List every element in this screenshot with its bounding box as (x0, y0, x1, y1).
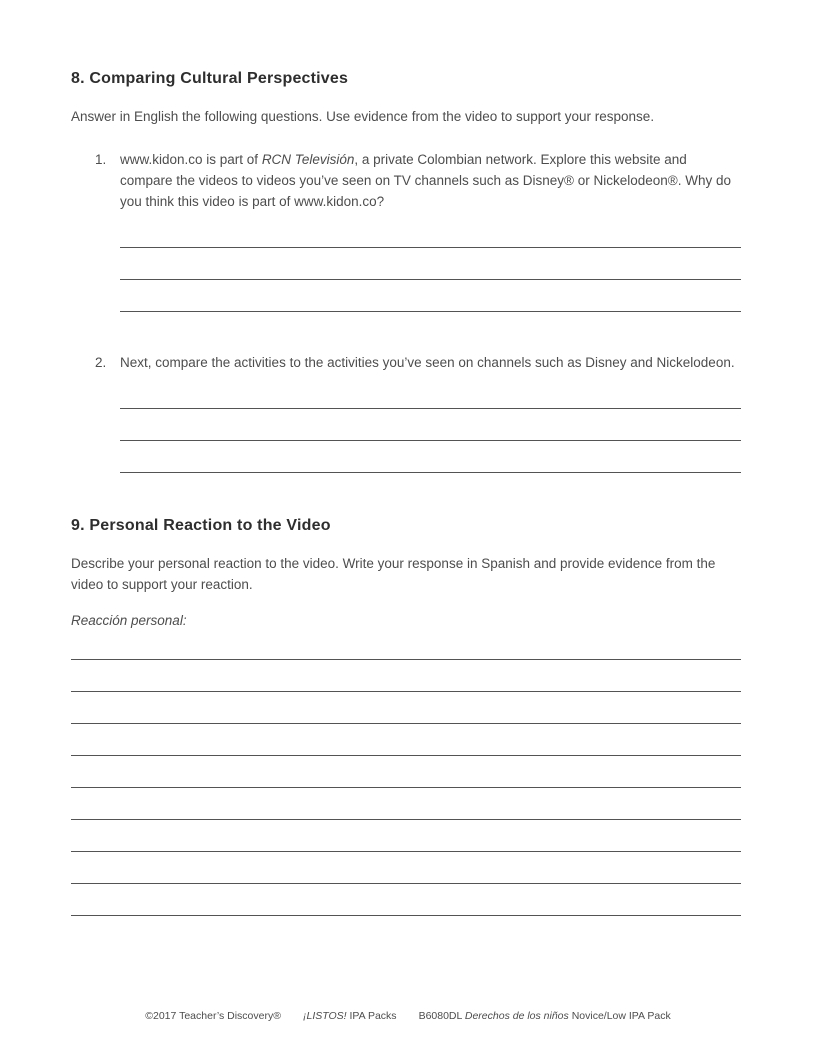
answer-line (71, 852, 741, 884)
footer-copyright: ©2017 Teacher’s Discovery® (145, 1010, 281, 1022)
question-1-answer-lines (120, 216, 741, 312)
answer-line (71, 884, 741, 916)
answer-line (120, 216, 741, 248)
answer-line (71, 628, 741, 660)
question-2-answer-lines (120, 377, 741, 473)
answer-line (120, 280, 741, 312)
answer-line (71, 788, 741, 820)
footer-product-rest: Novice/Low IPA Pack (568, 1010, 671, 1022)
answer-line (120, 409, 741, 441)
section-9-heading: 9. Personal Reaction to the Video (71, 517, 331, 534)
footer-series (303, 1010, 397, 1022)
footer-product-title: Derechos de los niños (464, 1010, 569, 1022)
footer-product (419, 1010, 671, 1022)
question-1-text (120, 149, 741, 212)
section-personal-reaction (71, 517, 741, 916)
question-2 (71, 352, 741, 473)
section-9-answer-lines (71, 628, 741, 916)
personal-reaction-label: Reacción personal: (71, 613, 187, 628)
question-1-text-part2: , a private Colombian network. Explore this website and compare the videos to videos you’ve seen on TV channels such as Disney® or Nickelodeon®. Why do you think this video is part of www.kidon.co? (120, 152, 731, 209)
section-8-heading: 8. Comparing Cultural Perspectives (71, 70, 349, 87)
answer-line (120, 248, 741, 280)
question-2-text: Next, compare the activities to the activities you’ve seen on channels such as Disney and Nickelodeon. (120, 355, 735, 370)
question-1-text-part1: www.kidon.co is part of (120, 152, 262, 167)
question-1-number: 1. (95, 152, 107, 167)
answer-line (120, 377, 741, 409)
page-footer (0, 1010, 816, 1022)
answer-line (71, 820, 741, 852)
answer-line (71, 660, 741, 692)
question-2-number: 2. (95, 355, 107, 370)
answer-line (120, 441, 741, 473)
section-8-instructions: Answer in English the following questions. Use evidence from the video to support your response. (71, 109, 655, 124)
question-1 (71, 149, 741, 312)
section-comparing-cultural-perspectives (71, 70, 741, 473)
footer-series-rest: IPA Packs (346, 1010, 397, 1022)
answer-line (71, 756, 741, 788)
question-1-text-network-name: RCN Televisión (261, 152, 355, 167)
section-9-instructions: Describe your personal reaction to the video. Write your response in Spanish and provide evidence from the video to support your reaction. (71, 556, 716, 592)
footer-product-code: B6080DL (418, 1010, 465, 1022)
answer-line (71, 724, 741, 756)
answer-line (71, 692, 741, 724)
footer-series-title: ¡LISTOS! (302, 1010, 347, 1022)
